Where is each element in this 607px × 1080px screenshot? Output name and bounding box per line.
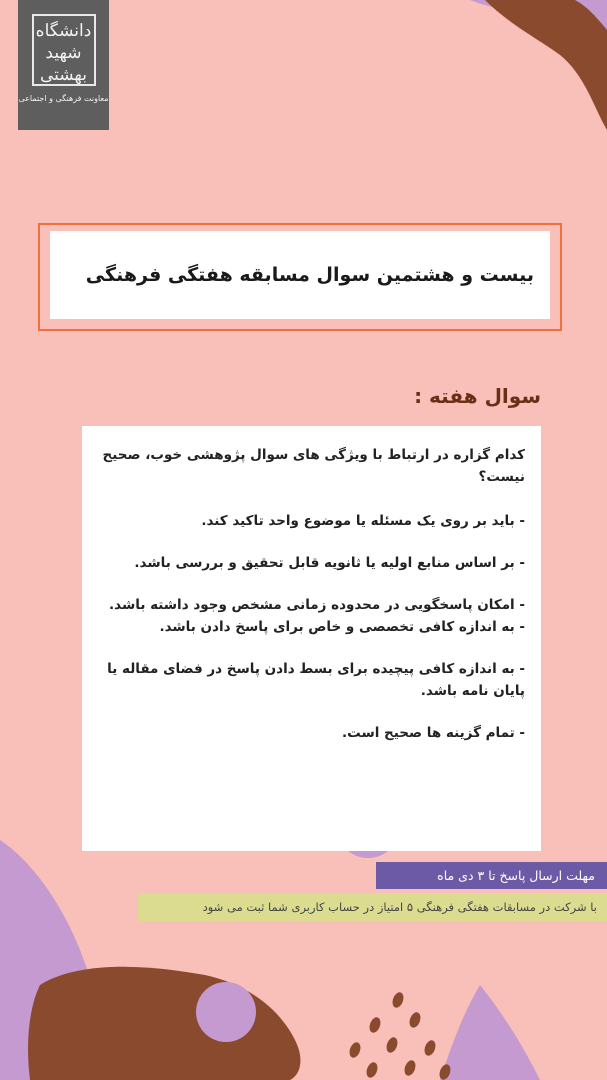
university-logo xyxy=(18,0,109,130)
top-right-brown-blob xyxy=(485,0,607,130)
option-item: - امکان پاسخگویی در محدوده زمانی مشخص وجود داشته باشد. xyxy=(109,597,525,613)
question-card xyxy=(82,426,541,851)
title-frame xyxy=(38,223,562,331)
question-text: کدام گزاره در ارتباط با ویژگی های سوال پژوهشی خوب، صحیح نیست؟ xyxy=(102,447,525,485)
logo-line: بهشتی xyxy=(39,65,88,85)
points-text: با شرکت در مسابقات هفتگی فرهنگی ۵ امتیاز در حساب کاربری شما ثبت می شود xyxy=(202,900,597,914)
bottom-lavender-circle xyxy=(196,982,256,1042)
bottom-left-brown-blob xyxy=(28,967,300,1080)
option-item: - بر اساس منابع اولیه یا ثانویه قابل تحقیق و بررسی باشد. xyxy=(134,555,525,571)
option-item: - باید بر روی یک مسئله یا موضوع واحد تاکید کند. xyxy=(201,513,525,529)
option-item: - تمام گزینه ها صحیح است. xyxy=(342,725,525,741)
brown-dots xyxy=(348,991,453,1080)
logo-line: شهید xyxy=(45,43,82,63)
deadline-banner xyxy=(376,862,607,889)
bottom-right-lavender-blob xyxy=(440,985,540,1080)
option-item: - به اندازه کافی پیچیده برای بسط دادن پاسخ در فضای مقاله یا پایان نامه باشد. xyxy=(107,661,525,699)
points-banner xyxy=(138,893,607,921)
logo-subtitle: معاونت فرهنگی و اجتماعی xyxy=(18,94,109,103)
logo-line: دانشگاه xyxy=(35,21,92,41)
option-item: - به اندازه کافی تخصصی و خاص برای پاسخ دادن باشد. xyxy=(159,619,525,635)
deadline-text: مهلت ارسال پاسخ تا ۳ دی ماه xyxy=(437,868,595,883)
question-heading: سوال هفته : xyxy=(414,384,541,408)
title-card xyxy=(50,231,550,319)
page-title: بیست و هشتمین سوال مسابقه هفتگی فرهنگی xyxy=(85,264,534,286)
logo-mark xyxy=(32,14,96,86)
